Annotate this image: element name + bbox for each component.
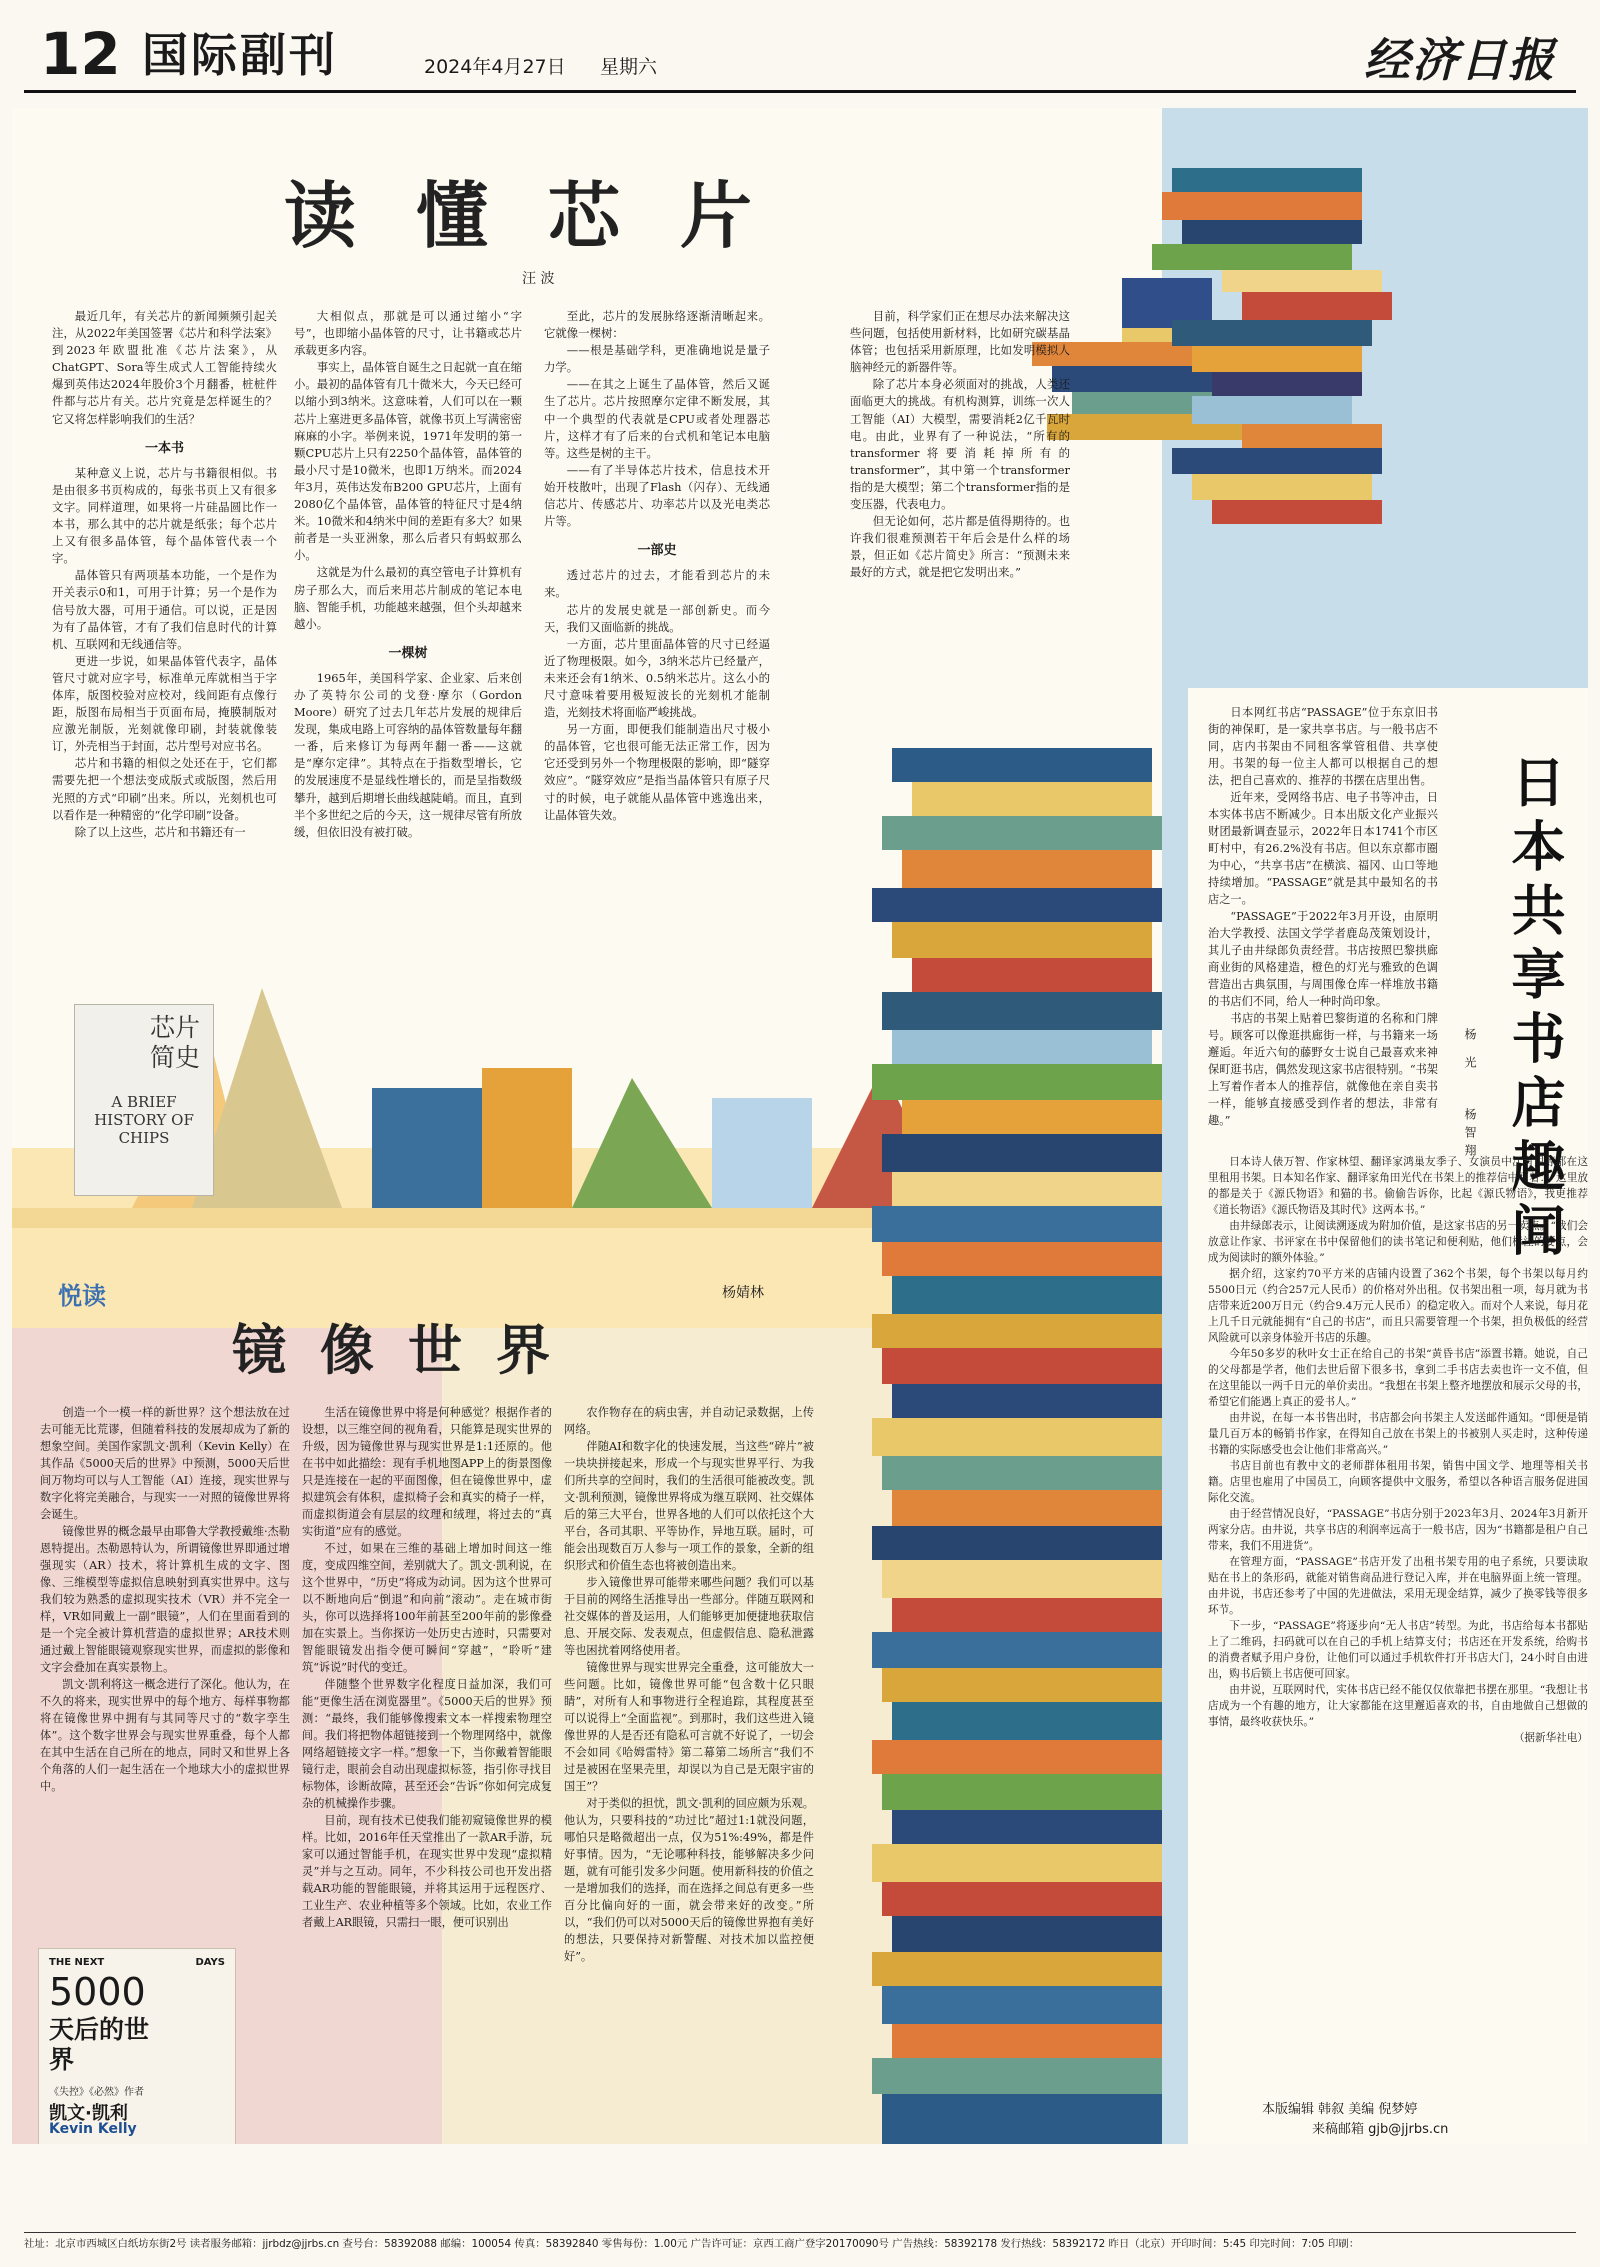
paragraph: 一方面，芯片里面晶体管的尺寸已经逼近了物理极限。如今，3纳米芯片已经量产，未来还会有1纳米、0.5纳米芯片。这么小的尺寸意味着要用极短波长的光刻机才能制造，光刻技术将面临严峻挑战。 <box>544 636 770 720</box>
issue-date: 2024年4月27日 <box>424 56 566 78</box>
masthead <box>24 18 1576 93</box>
paragraph: 伴随AI和数字化的快速发展，当这些“碎片”被一块块拼接起来，形成一个与现实世界平行、为我们所共享的空间时，我们的生活很可能被改变。凯文·凯利预测，镜像世界将成为继互联网、社交媒体后的第三大平台，世界各地的人们可以依托这个大平台，各司其职、平等协作，异地互联。届时，可能会出现数百万人参与一项工作的景象，全新的组织形式和价值生态也将被创造出来。 <box>564 1440 814 1572</box>
paragraph: ——有了半导体芯片技术，信息技术开始开枝散叶，出现了Flash（闪存）、无线通信芯片、传感芯片、功率芯片以及光电类芯片等。 <box>544 462 770 529</box>
subheading-yi-ben-shu: 一本书 <box>144 440 184 456</box>
paragraph: ——在其之上诞生了晶体管，然后又诞生了芯片。芯片按照摩尔定律不断发展，其中一个典型的代表就是CPU或者处理器芯片，这样才有了后来的台式机和笔记本电脑等。这些是树的主干。 <box>544 377 770 460</box>
article3-title: 日本共享书店趣闻 <box>1503 754 1567 1266</box>
article1-column-4 <box>850 308 1070 582</box>
paragraph: 书店目前也有教中文的老师群体租用书架，销售中国文学、地理等相关书籍。店里也雇用了中国员工，向顾客提供中文服务，希望以各种语言服务促进国际化交流。 <box>1208 1460 1588 1504</box>
book-top-label-right: DAYS <box>195 1957 225 1968</box>
issue-weekday: 星期六 <box>600 56 658 78</box>
article2-column-3 <box>564 1404 814 2134</box>
article1-column-1 <box>52 308 277 841</box>
paragraph: 最近几年，有关芯片的新闻频频引起关注，从2022年美国签署《芯片和科学法案》到2023年欧盟批准《芯片法案》，从ChatGPT、Sora等生成式人工智能持续火爆到英伟达2024年股价3个月翻番，桩桩件件都与芯片有关。芯片究竟是怎样诞生的？它又将怎样影响我们的生活？ <box>52 309 277 426</box>
paragraph: 凯文·凯利将这一概念进行了深化。他认为，在不久的将来，现实世界中的每个地方、每样事物都将在镜像世界中拥有与其同等尺寸的“数字孪生体”。这个数字世界会与现实世界重叠，每个人都在其中生活在自己所在的地点，同时又和世界上各个角落的人们一起生活在一个地球大小的虚拟世界中。 <box>40 1678 290 1793</box>
paragraph: 但无论如何，芯片都是值得期待的。也许我们很难预测若干年后会是什么样的场景，但正如《芯片简史》所言：“预测未来最好的方式，就是把它发明出来。” <box>850 514 1070 580</box>
book-author-en: Kevin Kelly <box>49 2121 137 2137</box>
paragraph: 生活在镜像世界中将是何种感觉？根据作者的设想，以三维空间的视角看，只能算是现实世界的升级，因为镜像世界与现实世界是1:1还原的。他在书中如此描绘：现有手机地图APP上的街景图像只是连接在一起的平面图像，但在镜像世界中，虚拟建筑会有体积，虚拟椅子会和真实的椅子一样，而虚拟街道会有层层的纹理和绒理，将过去的“真实街道”应有的感觉。 <box>302 1406 552 1538</box>
book-title: 天后的世界 <box>49 2015 150 2074</box>
subheading-yi-ke-shu: 一棵树 <box>388 645 428 661</box>
paragraph: 由井说，在每一本书售出时，书店都会向书架主人发送邮件通知。“即便是销量几百万本的畅销书作家，在得知自己放在书架上的书被别人买走时，这种传递书籍的实际感受也会让他们非常高兴。” <box>1208 1412 1588 1456</box>
subheading-yi-bu-shi: 一部史 <box>637 543 677 559</box>
paragraph: 1965年，美国科学家、企业家、后来创办了英特尔公司的戈登·摩尔（Gordon Moore）研究了过去几年芯片发展的规律后发现，集成电路上可容纳的晶体管数量每年翻一番，后来修订为每两年翻一番——这就是“摩尔定律”。其特点在于指数型增长，它的发展速度不是显线性增长的，而是呈指数级攀升，越到后期增长曲线越陡峭。而且，直到半个多世纪之后的今天，这一规律尽管有所放缓，但依旧没有被打破。 <box>294 670 522 839</box>
paragraph: 据介绍，这家约70平方米的店铺内设置了362个书架，每个书架以每月约5500日元（约合257元人民币）的价格对外出租。仅书架出租一项，每月就为书店带来近200万日元（约合9.4万元人民币）的稳定收入。而对个人来说，每月花上几千日元就能拥有“自己的书店”，而且只需要管理一个书架，担负极低的经营风险就可以亲身体验开书店的乐趣。 <box>1208 1268 1588 1344</box>
book-title-cn: 芯片简史 <box>149 1013 200 1072</box>
article2-title: 镜像世界 <box>232 1318 584 1382</box>
paragraph: 目前，科学家们正在想尽办法来解决这些问题，包括使用新材料，比如研究碳基晶体管；也包括采用新原理，比如发明模拟人脑神经元的新器件等。 <box>850 309 1070 375</box>
section-tag-yuedu: 悦读 <box>58 1282 106 1310</box>
paragraph: 除了芯片本身必须面对的挑战，人类还面临更大的挑战。有机构测算，训练一次人工智能（AI）大模型，需要消耗2亿千瓦时电。由此，业界有了一种说法，“所有的transformer将要消耗掉所有的transformer”，其中第一个transformer指的是大模型；第二个transformer指的是变压器，代表电力。 <box>850 377 1070 512</box>
article1-column-2 <box>294 308 522 841</box>
book-author-cn: 凯文·凯利 <box>49 2103 128 2124</box>
page-footer: 社址：北京市西城区白纸坊东街2号 读者服务邮箱：jjrbdz@jjrbs.cn 查号台：58392088 邮编：100054 传真：58392840 零售每份：1.00元 广告许可证：京西工商广登字20170090号 广告热线：58392178 发行热线：58392172 昨日（北京）开印时间：5:45 印完时间：7:05 印刷： <box>24 2232 1576 2257</box>
paragraph: 晶体管只有两项基本功能，一个是作为开关表示0和1，可用于计算；另一个是作为信号放大器，可用于通信。可以说，正是因为有了晶体管，才有了我们信息时代的计算机、互联网和无线通信等。 <box>52 568 277 651</box>
article1-author: 汪 波 <box>522 271 555 287</box>
paragraph: 芯片和书籍的相似之处还在于，它们都需要先把一个想法变成版式或版图，然后用光照的方式“印刷”出来。所以，光刻机也可以看作是一种精密的“化学印刷”设备。 <box>52 756 277 822</box>
section-title: 国际副刊 <box>142 28 338 82</box>
paragraph: 近年来，受网络书店、电子书等冲击，日本实体书店不断减少。日本出版文化产业振兴财团最新调查显示，2022年日本1741个市区町村中，有26.2%没有书店。但以东京都市圈为中心，“共享书店”在横滨、福冈、山口等地持续增加。“PASSAGE”就是其中最知名的书店之一。 <box>1208 791 1438 906</box>
paragraph: 在管理方面，“PASSAGE”书店开发了出租书架专用的电子系统，只要读取贴在书上的条形码，就能对销售商品进行登记入库，并在电脑界面上统一管理。由井说，书店还参考了中国的先进做法，采用无现金结算，减少了换零钱等很多环节。 <box>1208 1556 1588 1616</box>
article1-column-3 <box>544 308 770 824</box>
book-cover-5000-days <box>38 1948 236 2144</box>
paragraph: 日本诗人俵万智、作家林望、翻译家鸿巢友季子、女演员中江有里等都在这里租用书架。日本知名作家、翻译家角田光代在书架上的推荐信中写着：“这里放的都是关于《源氏物语》和猫的书。偷偷告诉你，比起《源氏物语》，我更推荐《道长物语》《源氏物语及其时代》这两本书。” <box>1208 1156 1588 1216</box>
article3-body-lower <box>1208 1154 1588 2084</box>
paragraph: 不过，如果在三维的基础上增加时间这一维度，变成四维空间，差别就大了。凯文·凯利说，在这个世界中，“历史”将成为动词。因为这个世界可以不断地向后“倒退”和向前“滚动”。走在城市街头，你可以选择将100年前甚至200年前的影像叠加在实景上。当你探访一处历史古迹时，只需要对智能眼镜发出指令便可瞬间“穿越”，“聆听”建筑“诉说”时代的变迁。 <box>302 1542 552 1674</box>
paragraph: 由于经营情况良好，“PASSAGE”书店分别于2023年3月、2024年3月新开两家分店。由井说，共享书店的利润率远高于一般书店，因为“书籍都是租户自己带来，我们不用进货”。 <box>1208 1508 1588 1552</box>
book-top-label: THE NEXT <box>49 1957 105 1968</box>
page-number: 12 <box>40 20 121 88</box>
source-note: （据新华社电） <box>1513 1732 1588 1744</box>
paragraph: 至此，芯片的发展脉络逐渐清晰起来。它就像一棵树： <box>544 309 770 341</box>
paragraph: 由井说，互联网时代，实体书店已经不能仅仅依靠把书摆在那里。“我想让书店成为一个有趣的地方，让大家都能在这里邂逅喜欢的书，自由地做自己想做的事情，最终收获快乐。” <box>1208 1684 1588 1728</box>
paragraph: 事实上，晶体管自诞生之日起就一直在缩小。最初的晶体管有几十微米大，今天已经可以缩小到3纳米。这意味着，人们可以在一颗芯片上塞进更多晶体管，就像书页上写满密密麻麻的小字。举例来说，1971年发明的第一颗CPU芯片上只有2250个晶体管，晶体管的最小尺寸是10微米，也即1万纳米。而2024年3月，英伟达发布B200 GPU芯片，上面有2080亿个晶体管，晶体管的特征尺寸是4纳米。10微米和4纳米中间的差距有多大？如果前者是一头亚洲象，那么后者只有蚂蚁那么小。 <box>294 360 522 563</box>
paragraph: 大相似点，那就是可以通过缩小“字号”，也即缩小晶体管的尺寸，让书籍或芯片承载更多内容。 <box>294 309 522 358</box>
article2-column-1 <box>40 1404 290 1944</box>
paragraph: 镜像世界与现实世界完全重叠，这可能放大一些问题。比如，镜像世界可能“包含数十亿只眼睛”，对所有人和事物进行全程追踪，其程度甚至可以说得上“全面监视”。到那时，我们这些进入镜像世界的人是否还有隐私可言就不好说了，一切会不会如同《哈姆雷特》第二幕第二场所言“我们不过是被困在坚果壳里，却误以为自己是无限宇宙的国王”？ <box>564 1661 814 1793</box>
book-title-en: A BRIEF HISTORY OF CHIPS <box>94 1093 194 1147</box>
paragraph: ——根是基础学科，更准确地说是量子力学。 <box>544 343 770 375</box>
paragraph: 芯片的发展史就是一部创新史。而今天，我们又面临新的挑战。 <box>544 602 770 634</box>
paragraph: 创造一个一模一样的新世界？这个想法放在过去可能无比荒谬，但随着科技的发展却成为了新的想象空间。美国作家凯文·凯利（Kevin Kelly）在其作品《5000天后的世界》中预测，5000天后世间万物均可以与人工智能（AI）连接，现实世界与数字化将完美融合，与现实一一对照的镜像世界将会诞生。 <box>40 1406 290 1521</box>
paragraph: 下一步，“PASSAGE”将逐步向“无人书店”转型。为此，书店给每本书都贴上了二维码，扫码就可以在自己的手机上结算支付；书店还在开发系统，给购书的消费者赋予用户身份，让他们可以通过手机软件打开书店大门，24小时自由进出，购书后锁上书店便可回家。 <box>1208 1620 1588 1680</box>
paragraph: 除了以上这些，芯片和书籍还有一 <box>74 824 246 839</box>
article2-column-2 <box>302 1404 552 2134</box>
paragraph: 今年50多岁的秋叶女士正在给自己的书架“黄昏书店”添置书籍。她说，自己的父母都是学者，他们去世后留下很多书，拿到二手书店去卖也许一文不值，但在这里能以一两千日元的单价卖出。“我想在书架上整齐地摆放和展示父母的书，希望它们能遇上真正的爱书人。” <box>1208 1348 1588 1408</box>
paragraph: 这就是为什么最初的真空管电子计算机有房子那么大，而后来用芯片制成的笔记本电脑、智能手机，功能越来越强，但个头却越来越小。 <box>294 565 522 631</box>
article3-author-2: 杨智翔 <box>1463 1108 1477 1162</box>
paragraph: 镜像世界的概念最早由耶鲁大学教授戴维·杰勒恩特提出。杰勒恩特认为，所谓镜像世界即通过增强现实（AR）技术，将计算机生成的文字、图像、三维模型等虚拟信息映射到真实世界中。这与我们较为熟悉的虚拟现实技术（VR）并不完全一样，VR如同戴上一副“眼镜”，人们在里面看到的是一个完全被计算机营造的虚拟世界；AR技术则通过戴上智能眼镜观察现实世界，而虚拟的影像和文字会叠加在真实景物上。 <box>40 1525 290 1674</box>
paragraph: 透过芯片的过去，才能看到芯片的未来。 <box>544 568 770 600</box>
page-poster <box>12 108 1588 2144</box>
paragraph: 某种意义上说，芯片与书籍很相似。书是由很多书页构成的，每张书页上又有很多文字。同样道理，如果将一片硅晶圆比作一本书，那么其中的芯片就是纸张；每个芯片上又有很多晶体管，每个晶体管代表一个字。 <box>52 465 277 566</box>
editor-credits: 本版编辑 韩叙 美编 倪梦婷 <box>1262 2102 1418 2117</box>
book-cover-chip-history <box>74 1004 214 1196</box>
paragraph: 书店的书架上贴着巴黎街道的名称和门牌号。顾客可以像逛拱廊街一样，与书籍来一场邂逅。年近六旬的藤野女士说自己最喜欢来神保町逛书店，偶然发现这家书店很特别。“书架上写着作者本人的推荐信，就像他在亲自卖书一样，能够直接感受到作者的想法，非常有趣。” <box>1208 1012 1438 1127</box>
book-number: 5000 <box>49 1970 146 2014</box>
newspaper-logo: 经济日报 <box>1364 33 1556 87</box>
article2-author: 杨婧林 <box>722 1285 764 1301</box>
paragraph: 日本网红书店“PASSAGE”位于东京旧书街的神保町，是一家共享书店。与一般书店不同，店内书架由不同租客掌管租借、共享使用。书架的每一位主人都可以根据自己的想法，把自己喜欢的、推荐的书摆在店里出售。 <box>1208 706 1438 787</box>
editor-email: 来稿邮箱 gjb@jjrbs.cn <box>1312 2122 1449 2137</box>
article3-body <box>1208 704 1438 1134</box>
paragraph: 更进一步说，如果晶体管代表字，晶体管尺寸就对应字号，标准单元库就相当于字体库，版图校验对应校对，线间距有点像行距，版图布局相当于页面布局，掩膜制版对应激光制版，光刻就像印刷，封装就像装订，外壳相当于封面，芯片型号对应书名。 <box>52 653 277 754</box>
paragraph: 伴随整个世界数字化程度日益加深，我们可能“更像生活在浏览器里”。《5000天后的世界》预测：“最终，我们能够像搜索文本一样搜索物理空间。我们将把物体超链接到一个物理网络中，就像网络超链接文字一样。”想象一下，当你戴着智能眼镜行走，眼前会自动出现虚拟标签，指引你寻找目标物体，诊断故障，甚至还会“告诉”你如何完成复杂的机械操作步骤。 <box>302 1678 552 1810</box>
paragraph: 另一方面，即便我们能制造出尺寸极小的晶体管，它也很可能无法正常工作，因为它还受到另外一个物理极限的影响，即“隧穿效应”。“隧穿效应”是指当晶体管只有原子尺寸的时候，电子就能从晶体管中逃逸出来，让晶体管失效。 <box>544 722 770 822</box>
article1-title: 读懂芯片 <box>284 173 813 258</box>
book-subtitle: 《失控》《必然》作者 <box>49 2087 144 2098</box>
paragraph: “PASSAGE”于2022年3月开设，由原明治大学教授、法国文学学者鹿岛茂策划设计，其儿子由井绿郎负责经营。书店按照巴黎拱廊商业街的风格建造，橙色的灯光与雅致的色调营造出古典氛围，与周围像仓库一样堆放书籍的书店们不同，给人一种时尚印象。 <box>1208 910 1438 1008</box>
paragraph: 步入镜像世界可能带来哪些问题？我们可以基于目前的网络生活推导出一些部分。伴随互联网和社交媒体的普及运用，人们能够更加便捷地获取信息、开展交际、发表观点，但虚假信息、隐私泄露等也困扰着网络使用者。 <box>564 1576 814 1657</box>
article3-author-1: 杨 光 <box>1463 1028 1477 1074</box>
paragraph: 农作物存在的病虫害，并自动记录数据，上传网络。 <box>564 1406 814 1436</box>
paragraph: 目前，现有技术已使我们能初窥镜像世界的模样。比如，2016年任天堂推出了一款AR手游，玩家可以通过智能手机，在现实世界中发现“虚拟精灵”并与之互动。同年，不少科技公司也开发出搭载AR功能的智能眼镜，并将其运用于远程医疗、工业生产、农业种植等多个领域。比如，农业工作者戴上AR眼镜，只需扫一眼，便可识别出 <box>302 1814 552 1929</box>
paragraph: 由井绿郎表示，让阅读溯逐成为附加价值，是这家书店的另一卖点。“我们会放意让作家、书评家在书中保留他们的读书笔记和便利贴，他们标注的要点，会成为阅读时的额外体验。” <box>1208 1220 1588 1264</box>
paragraph: 对于类似的担忧，凯文·凯利的回应颇为乐观。他认为，只要科技的“功过比”超过1:1就没问题，哪怕只是略微超出一点，仅为51%:49%，都是件好事情。因为，“无论哪种科技，能够解决多少问题，就有可能引发多少问题。使用新科技的价值之一是增加我们的选择，而在选择之间总有更多一些百分比偏向好的一面，就会带来好的改变。”所以，“我们仍可以对5000天后的镜像世界抱有美好的想法，只要保持对新警醒、对技术加以监控便好”。 <box>564 1797 814 1963</box>
